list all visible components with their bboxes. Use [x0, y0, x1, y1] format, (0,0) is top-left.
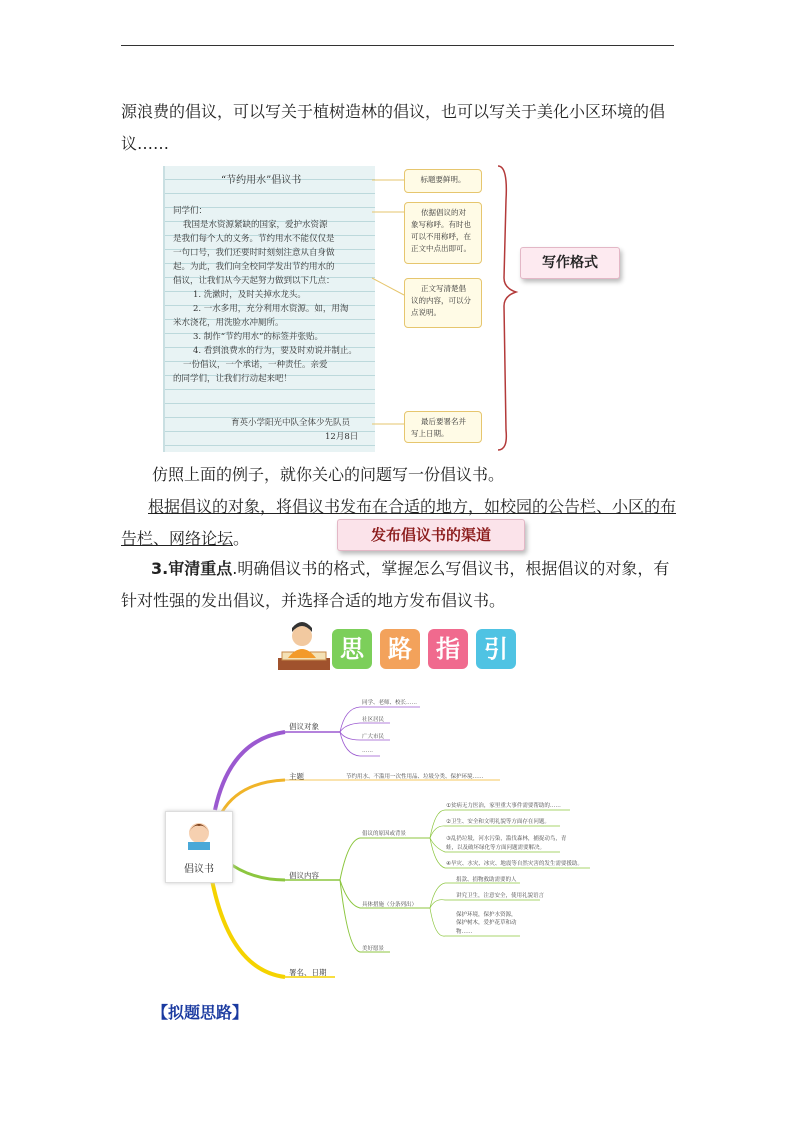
sample-letter — [163, 166, 375, 452]
branch-item: ②卫生、安全和文明礼貌等方面存在问题。 — [446, 819, 550, 825]
callout-line: 正文写清楚倡 — [421, 284, 466, 293]
content-measures-label: 具体措施（分条列出） — [362, 902, 418, 908]
letter-line: 米水浇花，用洗脸水冲厕所。 — [173, 318, 284, 328]
callout-line: 依据倡议的对 — [421, 208, 466, 217]
mindmap-root-label: 倡议书 — [184, 864, 214, 875]
callout-line: 最后要署名并 — [421, 417, 466, 426]
letter-line: 是我们每个人的义务。节约用水不能仅仅是 — [173, 234, 335, 244]
callout-line: 象写称呼。有时也 — [411, 220, 471, 229]
letter-title: “节约用水”倡议书 — [221, 175, 302, 186]
callout-title-note: 标题要鲜明。 — [404, 169, 482, 193]
callout-line: 写上日期。 — [411, 429, 449, 438]
channel-badge: 发布倡议书的渠道 — [337, 519, 525, 551]
intro-line-1: 源浪费的倡议，可以写关于植树造林的倡议，也可以写关于美化小区环境的倡 — [121, 102, 666, 121]
letter-line: 3. 制作“节约用水”的标签并张贴。 — [193, 332, 324, 342]
key-point-line-1: 明确倡议书的格式，掌握怎么写倡议书，根据倡议的对象，有 — [237, 559, 670, 578]
channel-line-2: 告栏、网络论坛 — [121, 529, 234, 548]
branch-item: 保护树木，爱护花草和动 — [456, 920, 517, 926]
guide-tile: 路 — [380, 629, 420, 669]
letter-date: 12月8日 — [325, 432, 359, 442]
letter-line: 4. 看到浪费水的行为，要及时劝说并制止。 — [193, 346, 357, 356]
guide-tile: 思 — [332, 629, 372, 669]
branch-item: 同学、老师、校长…… — [362, 700, 418, 706]
branch-item: 社区居民 — [362, 717, 385, 723]
key-point-paragraph: 3.审清重点.明确倡议书的格式，掌握怎么写倡议书，根据倡议的对象，有 针对性强的发出倡议，并选择合适的地方发布倡议书。 — [121, 553, 676, 617]
channel-line-2-tail: 。 — [233, 529, 250, 548]
mindmap-root — [165, 811, 233, 883]
content-wish-label: 美好愿景 — [362, 946, 385, 952]
branch-sign-label: 署名、日期 — [289, 968, 327, 977]
channel-line-1: 根据倡议的对象，将倡议书发布在合适的地方，如校园的公告栏、小区的布 — [148, 497, 677, 516]
writing-format-badge: 写作格式 — [520, 247, 620, 279]
branch-item: 捐款、捐物救助需要的人 — [456, 877, 517, 883]
key-point-line-2: 针对性强的发出倡议，并选择合适的地方发布倡议书。 — [121, 591, 506, 610]
intro-line-2: 议…… — [121, 134, 170, 153]
branch-item: 物…… — [456, 929, 473, 935]
guide-tile: 引 — [476, 629, 516, 669]
branch-item: 保护环境，保护水资源， — [456, 912, 517, 918]
letter-line: 1. 洗漱时，及时关掉水龙头。 — [193, 290, 306, 300]
letter-line: 一句口号，我们还要时时刻刻注意从自身做 — [173, 248, 335, 258]
branch-content-label: 倡议内容 — [289, 871, 319, 880]
mindmap-connectors — [0, 680, 793, 1000]
letter-line: 一份倡议，一个承诺，一种责任。亲爱 — [183, 360, 328, 370]
letter-line: 倡议，让我们从今天起努力做到以下几点： — [173, 276, 335, 286]
letter-line: 的同学们，让我们行动起来吧！ — [173, 374, 293, 384]
branch-target-label: 倡议对象 — [289, 722, 319, 731]
callout-signature-note — [404, 411, 482, 443]
subheading: 【拟题思路】 — [152, 1003, 249, 1022]
branch-item: 节约用水、不滥用一次性用品、垃圾分类、保护环境…… — [346, 774, 484, 780]
content-reason-label: 倡议的原因或背景 — [362, 831, 407, 837]
student-icon — [182, 818, 216, 852]
guide-tile: 指 — [428, 629, 468, 669]
header-rule — [121, 45, 674, 46]
callout-body-note — [404, 278, 482, 328]
letter-line: 我国是水资源紧缺的国家，爱护水资源 — [183, 220, 328, 230]
letter-salutation: 同学们： — [173, 206, 208, 216]
reading-figure-icon — [276, 620, 332, 674]
key-point-label: 3.审清重点 — [151, 559, 233, 578]
letter-signature: 育英小学阳光中队全体少先队员 — [231, 418, 351, 428]
branch-theme-label: 主题 — [289, 772, 304, 781]
callout-line: 议的内容，可以分 — [411, 296, 471, 305]
branch-item: …… — [362, 748, 373, 754]
callout-salutation-note — [404, 202, 482, 264]
callout-line: 点说明。 — [411, 308, 441, 317]
callout-line: 正文中点出即可。 — [411, 244, 471, 253]
instruction-line: 仿照上面的例子，就你关心的问题写一份倡议书。 — [152, 465, 505, 484]
branch-item: ④旱灾、水灾、冰灾、地震等自然灾害的发生需要援助。 — [446, 861, 583, 867]
branch-item: 蛙，以及破坏绿化等方面问题需要解决。 — [446, 845, 546, 851]
letter-line: 2. 一水多用，充分利用水资源。如，用淘 — [193, 304, 349, 314]
branch-item: 讲究卫生，注意安全，使用礼貌语言 — [456, 893, 545, 899]
branch-item: ③乱扔垃圾，河水污染，滥伐森林，捕捉动鸟，青 — [446, 836, 567, 842]
intro-paragraph — [121, 96, 676, 160]
letter-line: 起。为此，我们向全校同学发出节约用水的 — [173, 262, 335, 272]
branch-item: 广大市民 — [362, 734, 385, 740]
callout-line: 可以不用称呼，在 — [411, 232, 471, 241]
branch-item: ①贫病无力医治，家里重大事件需要帮助的…… — [446, 803, 561, 809]
